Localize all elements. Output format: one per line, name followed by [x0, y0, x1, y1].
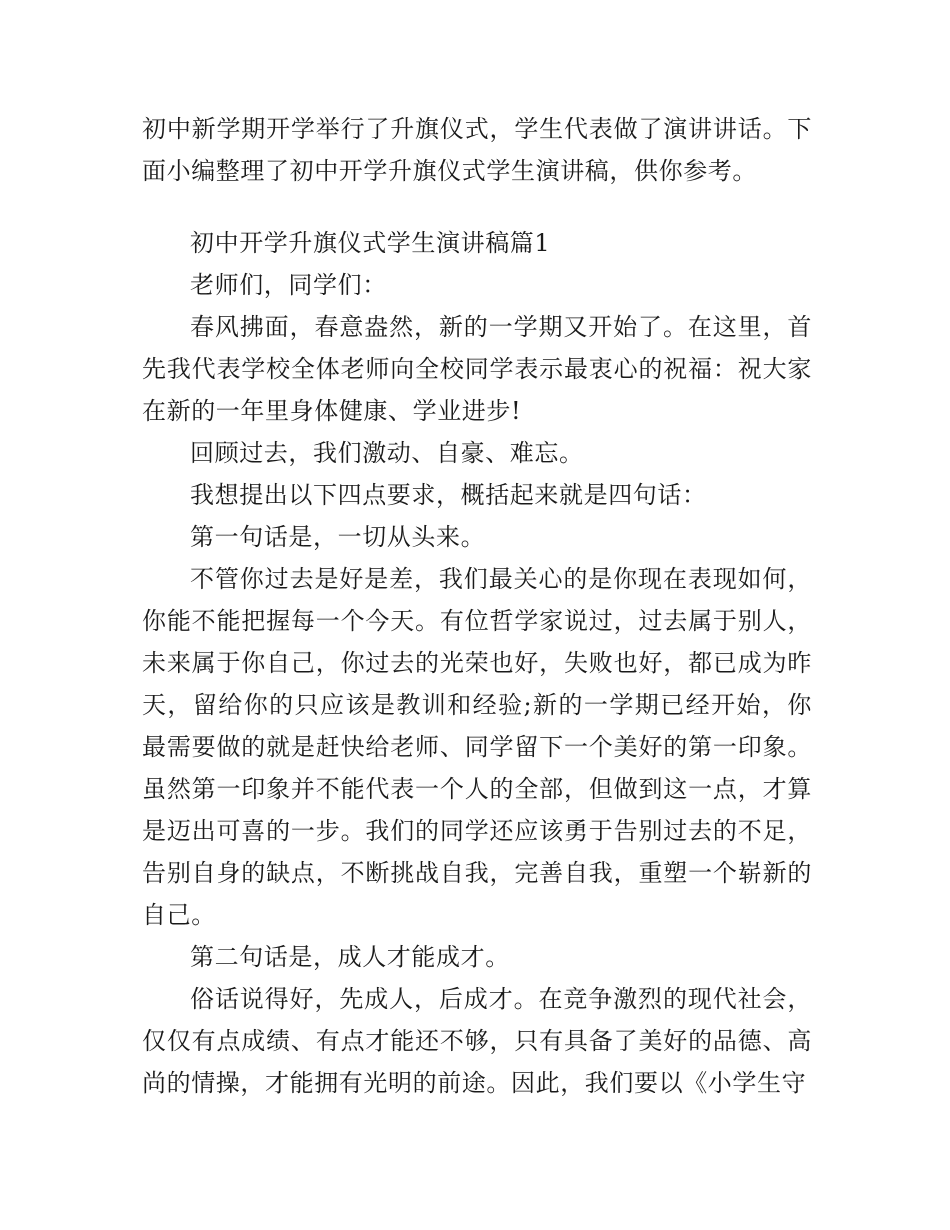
body-paragraph: 我想提出以下四点要求，概括起来就是四句话： — [190, 481, 707, 509]
body-paragraph: 回顾过去，我们激动、自豪、难忘。 — [190, 439, 584, 467]
point-heading: 第二句话是，成人才能成才。 — [190, 943, 510, 971]
intro-paragraph: 初中新学期开学举行了升旗仪式，学生代表做了演讲讲话。下面小编整理了初中开学升旗仪式学生演讲稿，供你参考。 — [142, 115, 812, 185]
section-title: 初中开学升旗仪式学生演讲稿篇1 — [190, 229, 551, 257]
greeting-paragraph: 老师们，同学们： — [190, 271, 387, 299]
point-heading: 第一句话是，一切从头来。 — [190, 523, 486, 551]
body-paragraph: 春风拂面，春意盎然，新的一学期又开始了。在这里，首先我代表学校全体老师向全校同学表示最衷心的祝福：祝大家在新的一年里身体健康、学业进步! — [142, 313, 812, 425]
body-paragraph: 不管你过去是好是差，我们最关心的是你现在表现如何，你能不能把握每一个今天。有位哲学家说过，过去属于别人，未来属于你自己，你过去的光荣也好，失败也好，都已成为昨天，留给你的只应该是教训和经验;新的一学期已经开始，你最需要做的就是赶快给老师、同学留下一个美好的第一印象。虽然第一印象并不能代表一个人的全部，但做到这一点，才算是迈出可喜的一步。我们的同学还应该勇于告别过去的不足，告别自身的缺点，不断挑战自我，完善自我，重塑一个崭新的自己。 — [142, 565, 812, 929]
document-body — [142, 108, 812, 1104]
body-paragraph: 俗话说得好，先成人，后成才。在竞争激烈的现代社会，仅仅有点成绩、有点才能还不够，只有具备了美好的品德、高尚的情操，才能拥有光明的前途。因此，我们要以《小学生守 — [142, 985, 812, 1097]
